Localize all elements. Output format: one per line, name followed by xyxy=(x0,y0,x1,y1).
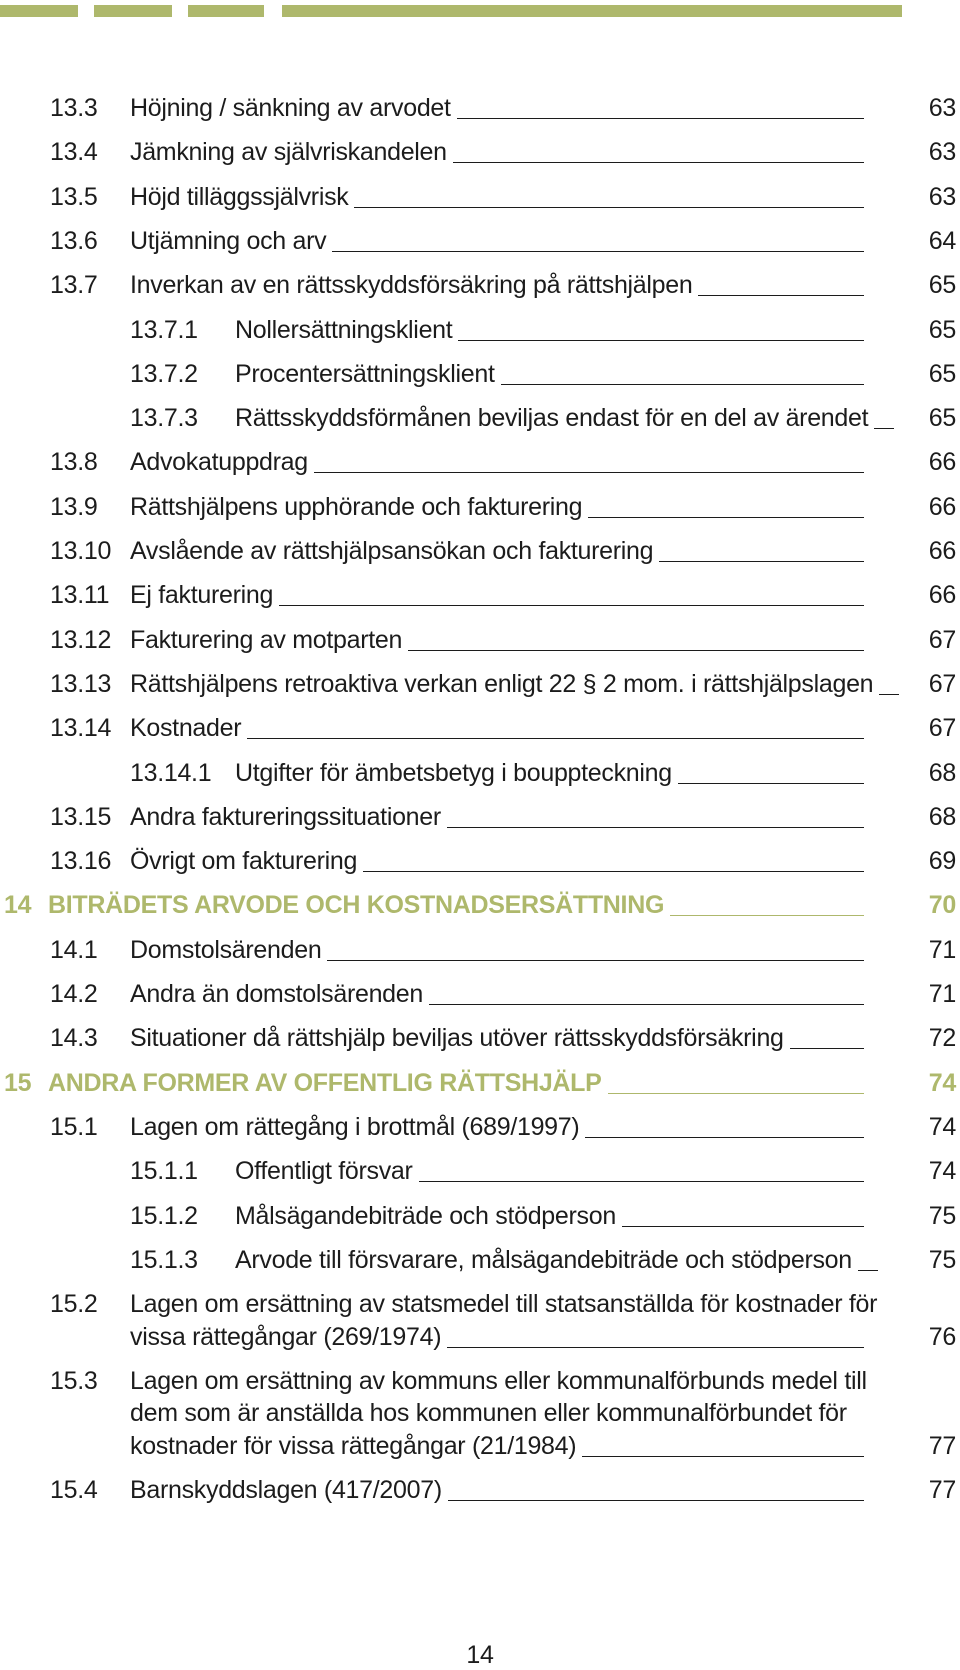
toc-entry[interactable] xyxy=(0,96,960,121)
toc-entry-page-number: 66 xyxy=(928,492,956,521)
toc-entry-title: Rättshjälpens retroaktiva verkan enligt 22 § 2 mom. i rättshjälpslagen xyxy=(130,669,874,698)
toc-entry-title: Offentligt försvar xyxy=(235,1157,413,1186)
toc-entry[interactable] xyxy=(0,1366,960,1460)
toc-leader-line xyxy=(582,1456,864,1457)
toc-entry[interactable] xyxy=(0,539,960,564)
toc-entry-page-number: 64 xyxy=(928,226,956,255)
toc-entry-title: Andra än domstolsärenden xyxy=(130,980,423,1008)
toc-entry-page-number: 68 xyxy=(928,758,956,787)
toc-entry-page-number: 63 xyxy=(928,94,956,122)
toc-entry-page-number: 74 xyxy=(928,1157,956,1186)
toc-entry-title: Utgifter för ämbetsbetyg i bouppteckning xyxy=(235,758,672,787)
toc-entry-title: Ej fakturering xyxy=(130,581,274,610)
toc-entry-title: Arvode till försvarare, målsägandebiträde och stödperson xyxy=(235,1245,852,1274)
toc-leader-line xyxy=(879,694,899,695)
toc-entry-title: Kostnader xyxy=(130,714,242,743)
toc-entry-page-number: 75 xyxy=(928,1201,956,1230)
toc-entry-title: Rättsskyddsförmånen beviljas endast för en del av ärendet xyxy=(235,404,869,433)
toc-leader-line xyxy=(354,207,864,208)
toc-entry-title: Avslående av rättshjälpsansökan och fakturering xyxy=(130,537,654,565)
page-number: 14 xyxy=(466,1641,494,1669)
toc-entry-number: 15 xyxy=(4,1068,32,1097)
toc-leader-line xyxy=(447,1347,864,1348)
toc-entry[interactable] xyxy=(0,758,960,787)
toc-entry-number: 14.3 xyxy=(50,1024,98,1053)
toc-entry[interactable] xyxy=(0,669,960,698)
toc-entry-number: 15.4 xyxy=(50,1476,98,1505)
toc-entry[interactable] xyxy=(0,492,960,521)
toc-leader-line xyxy=(622,1226,864,1227)
toc-entry-number: 13.9 xyxy=(50,492,98,521)
toc-entry-page-number: 74 xyxy=(928,1068,956,1097)
toc-entry-title: Domstolsärenden xyxy=(130,935,322,964)
toc-entry-number: 15.1 xyxy=(50,1112,98,1141)
toc-leader-line xyxy=(363,871,864,872)
toc-entry-page-number: 63 xyxy=(928,182,956,211)
toc-leader-line xyxy=(659,561,864,562)
toc-entry[interactable] xyxy=(0,140,960,165)
toc-leader-line xyxy=(327,960,864,961)
toc-entry-page-number: 71 xyxy=(928,935,956,964)
toc-entry-number: 13.12 xyxy=(50,625,112,654)
toc-leader-line xyxy=(458,340,864,341)
toc-entry[interactable] xyxy=(0,1478,960,1503)
toc-entry-title-line: Lagen om ersättning av kommuns eller kommunalförbunds medel till xyxy=(130,1366,867,1395)
toc-entry-title: ANDRA FORMER AV OFFENTLIG RÄTTSHJÄLP xyxy=(48,1068,602,1097)
toc-entry-number: 13.13 xyxy=(50,669,112,698)
toc-entry-number: 13.11 xyxy=(50,581,110,610)
toc-entry[interactable] xyxy=(0,1026,960,1051)
toc-chapter-entry[interactable] xyxy=(0,1068,960,1097)
toc-leader-line xyxy=(247,738,864,739)
toc-entry[interactable] xyxy=(0,273,960,298)
toc-entry[interactable] xyxy=(0,849,960,874)
toc-entry[interactable] xyxy=(0,625,960,654)
toc-entry-page-number: 68 xyxy=(928,802,956,831)
toc-entry-page-number: 65 xyxy=(928,315,956,344)
toc-entry-number: 13.7.2 xyxy=(130,359,198,388)
toc-entry-page-number: 65 xyxy=(928,359,956,388)
toc-entry-title: BITRÄDETS ARVODE OCH KOSTNADSERSÄTTNING xyxy=(48,891,665,920)
toc-entry-page-number: 77 xyxy=(928,1476,956,1505)
toc-entry-number: 15.1.1 xyxy=(130,1157,198,1186)
toc-entry-number: 13.7.1 xyxy=(130,315,198,344)
toc-entry-title: Övrigt om fakturering xyxy=(130,847,358,876)
toc-entry-number: 14.2 xyxy=(50,980,98,1008)
toc-entry-title: Nollersättningsklient xyxy=(235,315,453,344)
toc-entry-number: 15.3 xyxy=(50,1366,98,1395)
toc-leader-line xyxy=(585,1137,864,1138)
toc-entry[interactable] xyxy=(0,226,960,255)
toc-entry-title-line: Lagen om ersättning av statsmedel till statsanställda för kostnader för xyxy=(130,1290,878,1319)
toc-leader-line xyxy=(429,1004,864,1005)
toc-leader-line xyxy=(501,384,864,385)
toc-entry-number: 15.1.3 xyxy=(130,1245,198,1274)
toc-entry[interactable] xyxy=(0,315,960,344)
toc-leader-line xyxy=(279,605,864,606)
toc-entry-title: Andra faktureringssituationer xyxy=(130,802,441,831)
toc-leader-line xyxy=(408,650,864,651)
toc-leader-line xyxy=(790,1048,864,1049)
toc-entry-title: Målsägandebiträde och stödperson xyxy=(235,1201,616,1230)
toc-entry[interactable] xyxy=(0,182,960,211)
toc-entry-number: 13.7.3 xyxy=(130,404,198,433)
toc-entry-page-number: 75 xyxy=(928,1245,956,1274)
toc-entry[interactable] xyxy=(0,583,960,608)
toc-entry-number: 13.10 xyxy=(50,537,112,565)
toc-leader-line xyxy=(874,428,894,429)
toc-leader-line xyxy=(448,1500,864,1501)
toc-leader-line xyxy=(588,517,864,518)
toc-entry-number: 13.14 xyxy=(50,714,112,743)
toc-entry-page-number: 69 xyxy=(928,847,956,876)
toc-entry-title: Jämkning av självriskandelen xyxy=(130,138,447,167)
toc-leader-line xyxy=(419,1181,864,1182)
toc-entry-number: 14 xyxy=(4,891,32,920)
toc-entry-page-number: 66 xyxy=(928,581,956,610)
toc-entry[interactable] xyxy=(0,716,960,741)
toc-entry[interactable] xyxy=(0,802,960,831)
toc-entry-title: Fakturering av motparten xyxy=(130,625,403,654)
toc-entry[interactable] xyxy=(0,359,960,388)
toc-entry-page-number: 74 xyxy=(928,1112,956,1141)
toc-entry-page-number: 65 xyxy=(928,271,956,300)
toc-leader-line xyxy=(453,162,864,163)
toc-entry-title: Situationer då rättshjälp beviljas utöver rättsskyddsförsäkring xyxy=(130,1024,784,1053)
toc-entry-page-number: 66 xyxy=(928,448,956,477)
toc-entry-page-number: 63 xyxy=(928,138,956,167)
toc-entry-page-number: 71 xyxy=(928,980,956,1008)
toc-entry-number: 15.1.2 xyxy=(130,1201,198,1230)
toc-leader-line xyxy=(457,118,864,119)
toc-entry[interactable] xyxy=(0,450,960,475)
toc-entry-number: 13.6 xyxy=(50,226,98,255)
toc-entry-page-number: 65 xyxy=(928,404,956,433)
toc-entry-page-number: 77 xyxy=(928,1431,956,1460)
toc-entry-number: 15.2 xyxy=(50,1290,98,1319)
toc-entry-number: 13.7 xyxy=(50,271,98,300)
toc-entry-page-number: 76 xyxy=(928,1322,956,1351)
toc-entry-number: 14.1 xyxy=(50,935,98,964)
toc-leader-line xyxy=(447,827,864,828)
toc-leader-line xyxy=(314,472,864,473)
toc-entry[interactable] xyxy=(0,1245,960,1274)
toc-entry-title: Rättshjälpens upphörande och fakturering xyxy=(130,492,583,521)
toc-entry[interactable] xyxy=(0,1292,960,1350)
toc-entry-number: 13.5 xyxy=(50,182,98,211)
toc-entry[interactable] xyxy=(0,935,960,964)
toc-entry[interactable] xyxy=(0,1201,960,1230)
toc-leader-line xyxy=(332,251,864,252)
toc-leader-line xyxy=(698,295,864,296)
toc-entry-title: Höjning / sänkning av arvodet xyxy=(130,94,451,122)
toc-leader-line xyxy=(678,783,864,784)
toc-chapter-entry[interactable] xyxy=(0,893,960,918)
toc-entry-title: Höjd tilläggssjälvrisk xyxy=(130,182,349,211)
toc-entry-page-number: 66 xyxy=(928,537,956,565)
toc-entry-number: 13.8 xyxy=(50,448,98,477)
toc-entry-page-number: 67 xyxy=(928,714,956,743)
toc-entry-number: 13.14.1 xyxy=(130,758,212,787)
toc-entry[interactable] xyxy=(0,982,960,1007)
toc-leader-line xyxy=(608,1093,864,1094)
toc-entry-title-line: dem som är anställda hos kommunen eller kommunalförbundet för xyxy=(130,1399,847,1428)
toc-entry[interactable] xyxy=(0,1159,960,1184)
toc-entry-title-line: vissa rättegångar (269/1974) xyxy=(130,1322,442,1351)
toc-entry[interactable] xyxy=(0,1112,960,1141)
toc-entry-page-number: 67 xyxy=(928,625,956,654)
toc-entry[interactable] xyxy=(0,406,960,431)
toc-entry-page-number: 70 xyxy=(928,891,956,920)
toc-entry-title: Utjämning och arv xyxy=(130,226,327,255)
toc-entry-page-number: 72 xyxy=(928,1024,956,1053)
toc-entry-page-number: 67 xyxy=(928,669,956,698)
toc-entry-title: Advokatuppdrag xyxy=(130,448,308,477)
toc-entry-title: Inverkan av en rättsskyddsförsäkring på rättshjälpen xyxy=(130,271,693,300)
toc-leader-line xyxy=(670,915,864,916)
toc-entry-number: 13.3 xyxy=(50,94,98,122)
toc-entry-title-line: kostnader för vissa rättegångar (21/1984) xyxy=(130,1431,577,1460)
toc-entry-title: Procentersättningsklient xyxy=(235,359,495,388)
toc-entry-title: Lagen om rättegång i brottmål (689/1997) xyxy=(130,1112,580,1141)
toc-entry-number: 13.16 xyxy=(50,847,112,876)
toc-entry-title: Barnskyddslagen (417/2007) xyxy=(130,1476,442,1505)
toc-entry-number: 13.15 xyxy=(50,802,112,831)
toc-entry-number: 13.4 xyxy=(50,138,98,167)
toc-leader-line xyxy=(858,1270,878,1271)
